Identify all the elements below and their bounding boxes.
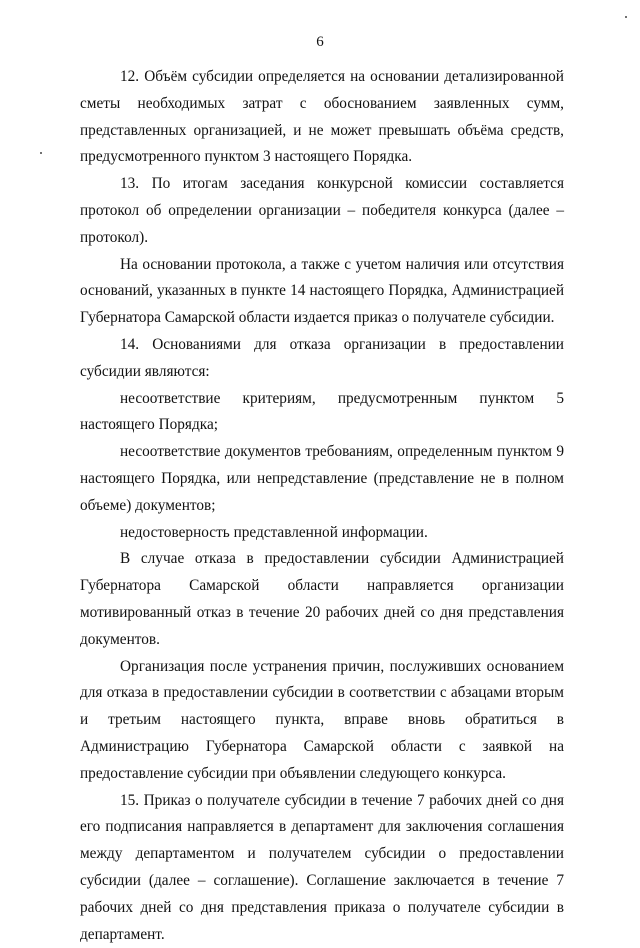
paragraph-15: 15. Приказ о получателе субсидии в течение 7 рабочих дней со дня его подписания направляется в департамент для заключения соглашения между департаментом и получателем субсидии о предоставлении субсидии (далее – соглашение). Соглашение заключается в течение 7 рабочих дней со дня представления приказа о получателе субсидии в департамент. xyxy=(80,791,564,943)
scan-speck xyxy=(40,152,42,154)
refusal-reason-criteria: несоответствие критериям, предусмотренным пунктом 5 настоящего Порядка; xyxy=(80,389,564,434)
paragraph-14: 14. Основаниями для отказа организации в предоставлении субсидии являются: xyxy=(80,335,564,380)
paragraph-13: 13. По итогам заседания конкурсной комиссии составляется протокол об определении организации – победителя конкурса (далее – протокол). xyxy=(80,175,564,246)
paragraph-12: 12. Объём субсидии определяется на основании детализированной сметы необходимых затрат с обоснованием заявленных сумм, представленных организацией, и не может превышать объёма средств, предусмотренного пунктом 3 настоящего Порядка. xyxy=(80,68,564,166)
refusal-reason-unreliable-info: недостоверность представленной информации. xyxy=(120,523,428,541)
document-body xyxy=(80,64,564,948)
scan-speck xyxy=(625,16,627,18)
paragraph-refusal-notice: В случае отказа в предоставлении субсидии Администрацией Губернатора Самарской области направляется организации мотивированный отказ в течение 20 рабочих дней со дня представления документов. xyxy=(80,550,564,648)
paragraph-protocol-basis: На основании протокола, а также с учетом наличия или отсутствия оснований, указанных в пункте 14 настоящего Порядка, Администрацией Губернатора Самарской области издается приказ о получателе субсидии. xyxy=(80,255,564,327)
paragraph-reapplication: Организация после устранения причин, послуживших основанием для отказа в предоставлении субсидии в соответствии с абзацами вторым и третьим настоящего пункта, вправе вновь обратиться в Администрацию Губернатора Самарской области с заявкой на предоставление субсидии при объявлении следующего конкурса. xyxy=(80,657,564,782)
page-number: 6 xyxy=(316,34,324,50)
refusal-reason-documents: несоответствие документов требованиям, определенным пунктом 9 настоящего Порядка, или непредставление (представление не в полном объеме) документов; xyxy=(80,443,564,514)
